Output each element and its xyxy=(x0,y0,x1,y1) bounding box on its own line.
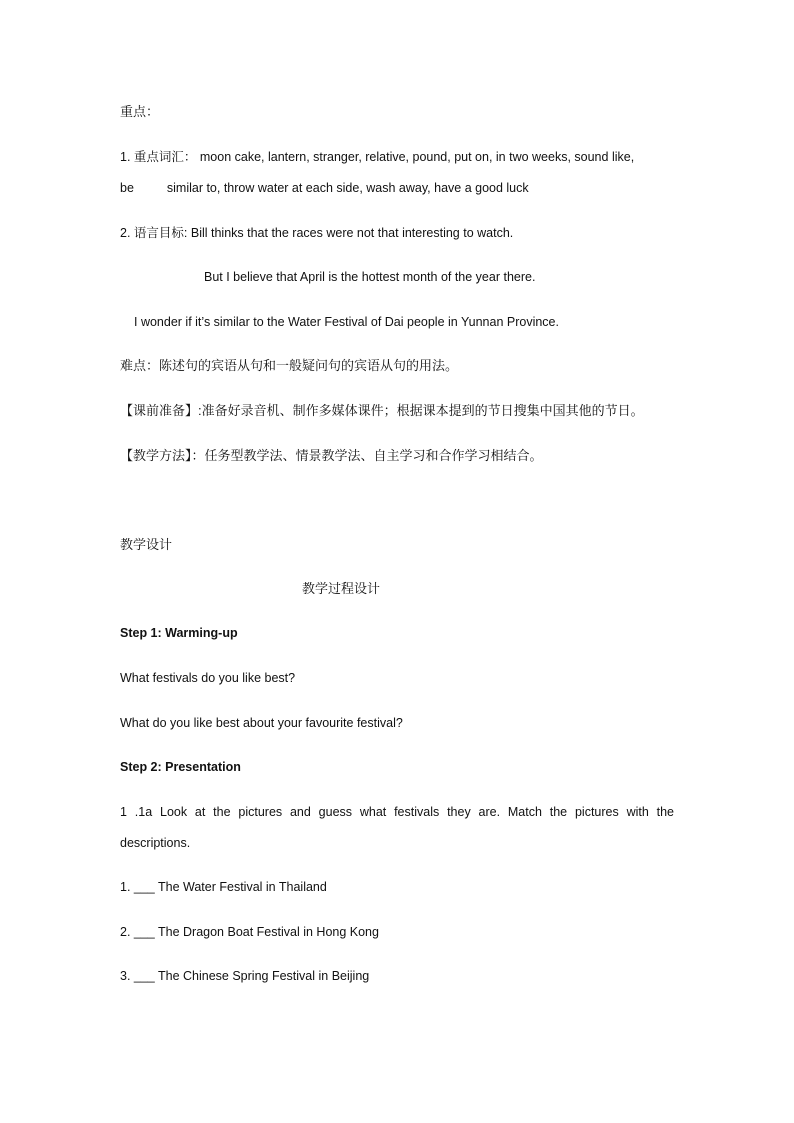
step1-question-1: What festivals do you like best? xyxy=(120,671,296,685)
process-heading: 教学过程设计 xyxy=(302,581,381,596)
method-line: 【教学方法】：任务型教学法、情景教学法、自主学习和合作学习相结合。 xyxy=(120,448,543,463)
vocab-words-2: similar to, throw water at each side, wash away, have a good luck xyxy=(166,181,529,195)
preparation-line: 【课前准备】:准备好录音机、制作多媒体课件；根据课本提到的节日搜集中国其他的节日。 xyxy=(120,403,644,418)
vocab-line-1 xyxy=(120,149,634,165)
goal-label: 2. 语言目标: xyxy=(120,226,188,240)
goal-line-1 xyxy=(120,225,513,241)
goal-sentence-1: Bill thinks that the races were not that interesting to watch. xyxy=(190,226,514,240)
vocab-line-2 xyxy=(120,180,529,196)
vocab-words-1: moon cake, lantern, stranger, relative, pound, put on, in two weeks, sound like, xyxy=(199,150,635,164)
step1-question-2: What do you like best about your favourite festival? xyxy=(120,716,403,730)
vocab-lead: be xyxy=(120,181,134,195)
step1-title: Step 1: Warming-up xyxy=(120,626,238,640)
match-item-2: 2. ___ The Dragon Boat Festival in Hong Kong xyxy=(120,925,379,939)
design-heading: 教学设计 xyxy=(120,537,173,552)
step2-instruction-1: 1 .1a Look at the pictures and guess what festivals they are. Match the pictures with the xyxy=(120,805,674,819)
match-item-3: 3. ___ The Chinese Spring Festival in Beijing xyxy=(120,969,370,983)
vocab-label: 1. 重点词汇： xyxy=(120,150,197,164)
match-item-1: 1. ___ The Water Festival in Thailand xyxy=(120,880,327,894)
difficulty-line: 难点：陈述句的宾语从句和一般疑问句的宾语从句的用法。 xyxy=(120,358,459,373)
goal-sentence-3: I wonder if it’s similar to the Water Festival of Dai people in Yunnan Province. xyxy=(134,315,559,329)
step2-title: Step 2: Presentation xyxy=(120,760,241,774)
step2-instruction-2: descriptions. xyxy=(120,836,191,850)
focus-heading: 重点： xyxy=(120,104,160,119)
goal-sentence-2: But I believe that April is the hottest month of the year there. xyxy=(204,270,536,284)
